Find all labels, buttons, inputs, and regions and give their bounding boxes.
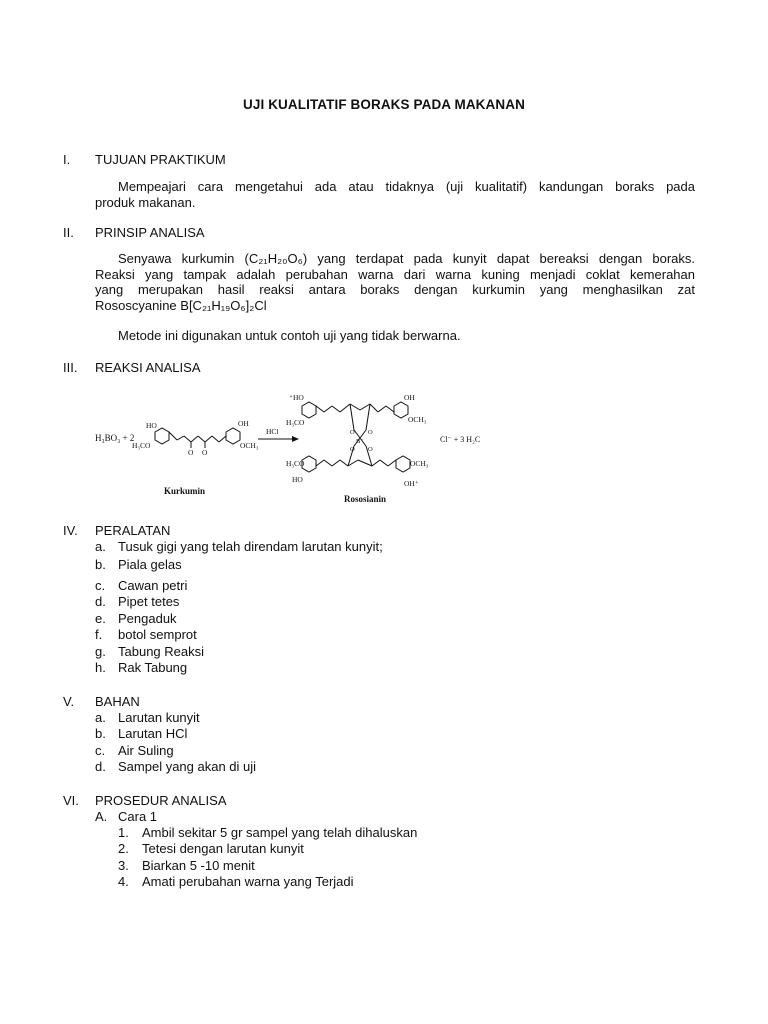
section-number: I. (63, 152, 71, 167)
atom-label: HO (146, 421, 157, 430)
atom-label: O (350, 429, 355, 436)
paragraph-line: Metode ini digunakan untuk contoh uji yang tidak berwarna. (118, 328, 461, 343)
section-heading: PRINSIP ANALISA (95, 225, 205, 240)
atom-label: OH (238, 419, 249, 428)
section-heading: PERALATAN (95, 523, 171, 538)
section-number: VI. (63, 793, 79, 808)
atom-label: O (188, 448, 194, 457)
arrow-label: HCl (266, 427, 279, 436)
paragraph-line: Rososcyanine B[C₂₁H₁₉O₆]₂Cl (95, 297, 267, 313)
paragraph-line: produk makanan. (95, 194, 196, 210)
atom-label: O (350, 446, 355, 453)
section-number: V. (63, 694, 75, 709)
reaction-diagram (92, 390, 492, 512)
section-heading: PROSEDUR ANALISA (95, 793, 227, 808)
section-number: IV. (63, 523, 78, 538)
section-heading: REAKSI ANALISA (95, 360, 201, 375)
atom-label: B⁻ (356, 438, 364, 445)
paragraph-line: Senyawa kurkumin (C₂₁H₂₀O₆) yang terdapat pada kunyit dapat bereaksi dengan boraks. (118, 251, 695, 266)
reactant-label: H₃BO₃ + 2 (95, 433, 135, 443)
rososianin-structure (302, 402, 410, 472)
atom-label: H₃CO (132, 441, 151, 450)
paragraph-line: yang merupakan hasil reaksi antara boraks dengan kurkumin yang menghasilkan zat (95, 282, 695, 298)
tujuan-paragraph (95, 179, 695, 210)
atom-label: O (202, 448, 208, 457)
document-title: UJI KUALITATIF BORAKS PADA MAKANAN (243, 97, 525, 112)
product-tail-label: Cl⁻ + 3 H₂C (440, 435, 481, 444)
atom-label: HO (292, 475, 303, 484)
section-number: II. (63, 225, 74, 240)
rososianin-label: Rososianin (344, 494, 387, 504)
kurkumin-structure (155, 428, 240, 448)
atom-label: ⁺HO (289, 393, 304, 402)
section-heading: BAHAN (95, 694, 140, 709)
kurkumin-label: Kurkumin (164, 486, 206, 496)
atom-label: OCH₃ (408, 415, 427, 424)
atom-label: O (368, 446, 373, 453)
metode-paragraph (95, 328, 695, 344)
arrow-head (292, 436, 299, 442)
prinsip-paragraph (95, 251, 695, 313)
atom-label: OCH₃ (240, 441, 259, 450)
atom-label: O (368, 429, 373, 436)
atom-label: H₃CO (286, 459, 305, 468)
atom-label: OH (404, 393, 415, 402)
paragraph-line: Reaksi yang tampak adalah perubahan warna dari warna kuning menjadi coklat kemerahan (95, 266, 695, 282)
document-page: UJI KUALITATIF BORAKS PADA MAKANAN I. TUJUAN PRAKTIKUM Mempeajari cara mengetahui ada atau tidaknya (uji kualitatif) kandungan boraks pada produk makanan. II. PRINSIP ANALISA Senyawa kurkumin (C₂₁H₂₀O₆) yang terdapat pada kunyit dapat bereaksi dengan boraks. Reaksi yang tampak adalah perubahan warna dari warna kuning menjadi coklat kemerahan yang merupakan hasil reaksi antara boraks dengan kurkumin yang menghasilkan zat Rososcyanine B[C₂₁H₁₉O₆]₂Cl Metode ini digunakan untuk contoh uji yang tidak berwarna. III. REAKSI ANALISA H₃BO₃ + 2 HO H₃CO O O OH OCH₃ Kurkumin HCl ⁺HO H₃CO OH OCH₃ O O B⁻ O O H₃CO HO OCH₃ OH⁺ Rososianin Cl⁻ + 3 H₂C IV. PERALATAN a. Tusuk gigi yang telah direndam larutan kunyit; b. Piala gelas c. Cawan petri d. Pipet tetes e. Pengaduk f. botol semprot g. Tabung Reaksi h. Rak Tabung V. BAHAN a. Larutan kunyit b. Larutan HCl c. Air Suling d. Sampel yang akan di uji VI. PROSEDUR ANALISA A. Cara 1 1. Ambil sekitar 5 gr sampel yang telah dihaluskan 2. Tetesi dengan larutan kunyit 3. Biarkan 5 -10 menit 4. Amati perubahan warna yang Terjadi (0, 0, 768, 1024)
atom-label: OH⁺ (404, 479, 419, 488)
atom-label: H₃CO (286, 418, 305, 427)
section-number: III. (63, 360, 78, 375)
section-heading: TUJUAN PRAKTIKUM (95, 152, 226, 167)
paragraph-line: Mempeajari cara mengetahui ada atau tidaknya (uji kualitatif) kandungan boraks pada (118, 179, 695, 194)
atom-label: OCH₃ (410, 459, 429, 468)
